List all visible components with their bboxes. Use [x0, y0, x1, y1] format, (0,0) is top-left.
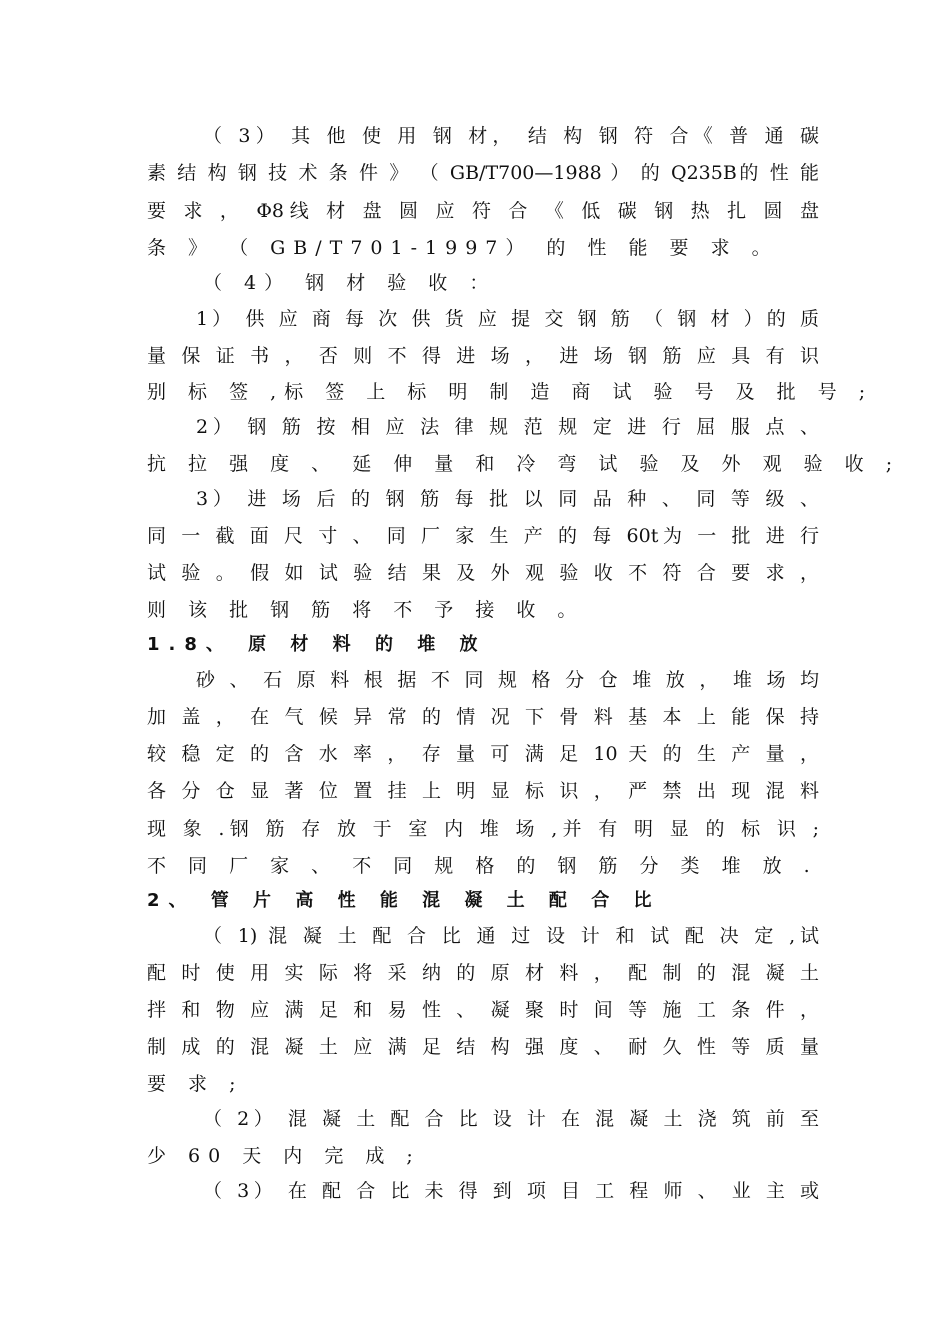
paragraph-line: 较 稳 定 的 含 水 率 ， 存 量 可 满 足 10 天 的 生 产 量 ， — [147, 743, 819, 765]
paragraph-line: 试 验 。 假 如 试 验 结 果 及 外 观 验 收 不 符 合 要 求 ， — [147, 562, 819, 584]
paragraph-line: 拌 和 物 应 满 足 和 易 性 、 凝 聚 时 间 等 施 工 条 件 ， — [147, 999, 819, 1021]
paragraph-line: 各 分 仓 显 著 位 置 挂 上 明 显 标 识 ， 严 禁 出 现 混 料 — [147, 780, 819, 802]
paragraph-line: （ 2） 混 凝 土 配 合 比 设 计 在 混 凝 土 浇 筑 前 至 — [203, 1108, 819, 1130]
paragraph-line: 要 求 ; — [147, 1073, 244, 1095]
paragraph-line: （ 1) 混 凝 土 配 合 比 通 过 设 计 和 试 配 决 定 ,试 — [203, 925, 819, 947]
paragraph-line: 素 结 构 钢 技 术 条 件 》 （ GB/T700—1988 ） 的 Q235B的 性 能 — [147, 162, 819, 184]
paragraph-line: 制 成 的 混 凝 土 应 满 足 结 构 强 度 、 耐 久 性 等 质 量 — [147, 1036, 819, 1058]
paragraph-line: 别 标 签 ,标 签 上 标 明 制 造 商 试 验 号 及 批 号 ; — [147, 381, 874, 403]
paragraph-line: 少 60 天 内 完 成 ; — [147, 1145, 421, 1167]
paragraph-line: 现 象 .钢 筋 存 放 于 室 内 堆 场 ,并 有 明 显 的 标 识 ; — [147, 818, 819, 840]
paragraph-line: 要 求 ， Φ8线 材 盘 圆 应 符 合 《 低 碳 钢 热 扎 圆 盘 — [147, 200, 819, 222]
paragraph-line: 2） 钢 筋 按 相 应 法 律 规 范 规 定 进 行 屈 服 点 、 — [196, 416, 819, 438]
paragraph-line: 条 》 （ GB/T701-1997） 的 性 能 要 求 。 — [147, 237, 779, 259]
paragraph-line: 1） 供 应 商 每 次 供 货 应 提 交 钢 筋 （ 钢 材 ）的 质 — [196, 308, 819, 330]
paragraph-line: （ 3） 在 配 合 比 未 得 到 项 目 工 程 师 、 业 主 或 — [203, 1180, 819, 1202]
section-heading: 2、 管 片 高 性 能 混 凝 土 配 合 比 — [147, 890, 661, 911]
section-heading: 1.8、 原 材 料 的 堆 放 — [147, 634, 487, 655]
paragraph-line: 抗 拉 强 度 、 延 伸 量 和 冷 弯 试 验 及 外 观 验 收 ; — [147, 453, 901, 475]
paragraph-line: 砂 、 石 原 料 根 据 不 同 规 格 分 仓 堆 放 ， 堆 场 均 — [196, 669, 819, 691]
paragraph-line: 配 时 使 用 实 际 将 采 纳 的 原 材 料 ， 配 制 的 混 凝 土 — [147, 962, 819, 984]
paragraph-line: （ 3） 其 他 使 用 钢 材， 结 构 钢 符 合《 普 通 碳 — [203, 125, 819, 147]
paragraph-line: 不 同 厂 家 、 不 同 规 格 的 钢 筋 分 类 堆 放 . — [147, 855, 818, 877]
paragraph-line: （ 4） 钢 材 验 收 ： — [203, 272, 497, 294]
paragraph-line: 3） 进 场 后 的 钢 筋 每 批 以 同 品 种 、 同 等 级 、 — [196, 488, 819, 510]
paragraph-line: 加 盖 ， 在 气 候 异 常 的 情 况 下 骨 料 基 本 上 能 保 持 — [147, 706, 819, 728]
paragraph-line: 量 保 证 书 ， 否 则 不 得 进 场 ， 进 场 钢 筋 应 具 有 识 — [147, 345, 819, 367]
paragraph-line: 同 一 截 面 尺 寸 、 同 厂 家 生 产 的 每 60t为 一 批 进 行 — [147, 525, 819, 547]
paragraph-line: 则 该 批 钢 筋 将 不 予 接 收 。 — [147, 599, 585, 621]
